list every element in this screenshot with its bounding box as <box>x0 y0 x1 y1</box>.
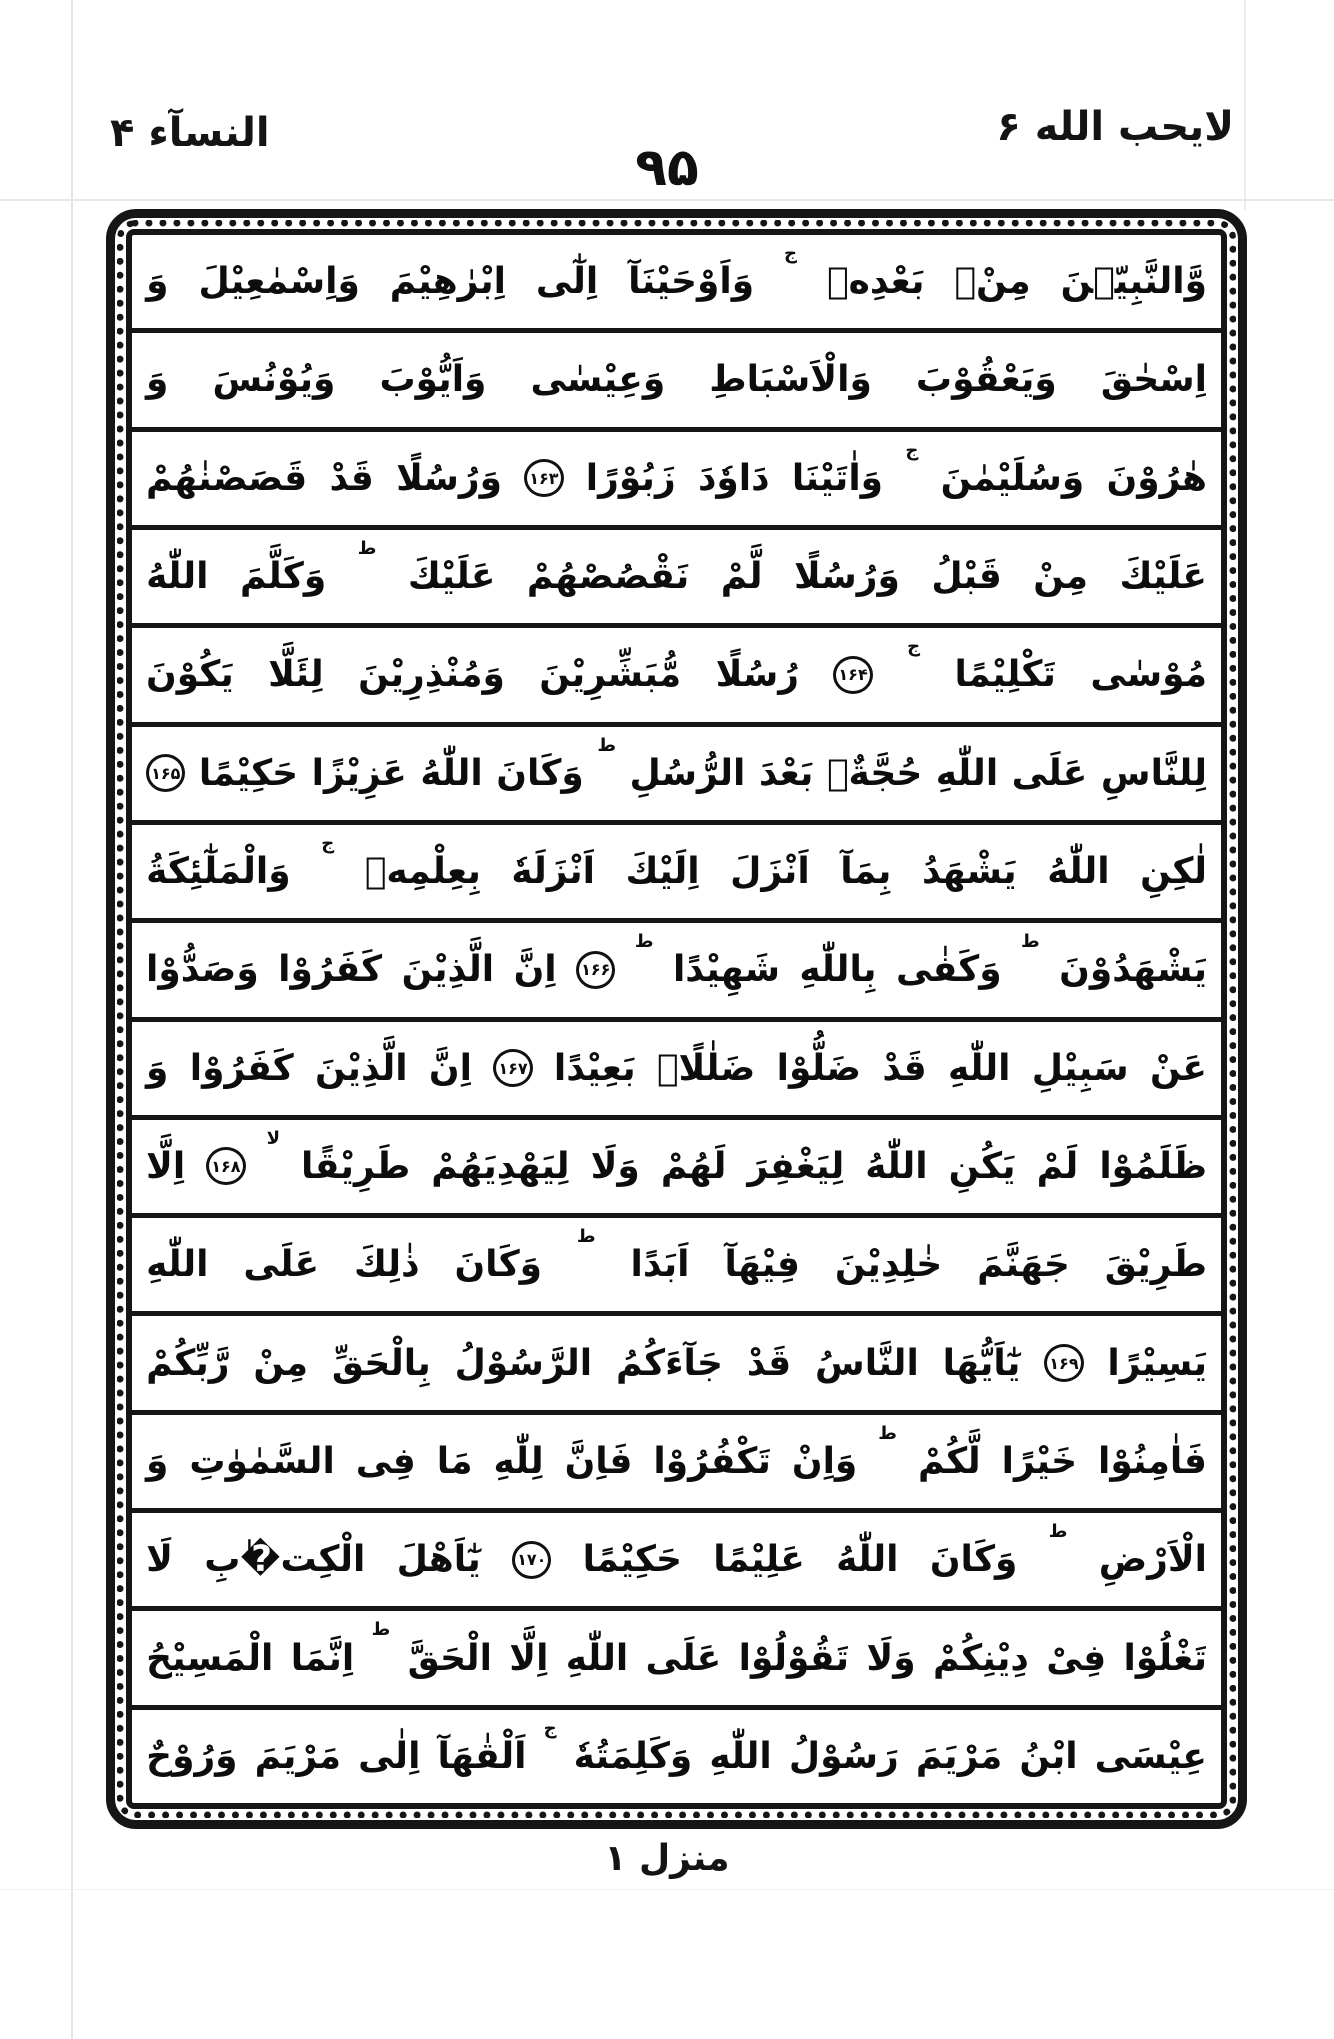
quran-word: قَدْ <box>882 1047 927 1089</box>
quran-word: قَدْ <box>746 1342 792 1384</box>
quran-word: وَرُوْحٌ <box>146 1735 238 1777</box>
quran-word: اَنْزَلَ <box>730 851 810 893</box>
quran-word: عَلَيْكَ <box>407 556 496 598</box>
quran-word: وَكَلِمَتُهٗ <box>573 1735 693 1777</box>
quran-word: زَبُوْرًا <box>585 457 676 499</box>
quran-word: ضَلٰلًاۢ <box>656 1047 756 1089</box>
quran-word: لَّكُمْ <box>917 1440 981 1482</box>
quran-word: الرُّسُلِ <box>629 752 746 794</box>
quran-word: اَبَدًا <box>630 1244 690 1286</box>
quran-word: وَمُنْذِرِيْنَ <box>358 654 505 696</box>
waqf-mark: ط <box>1048 1521 1068 1543</box>
quran-word: وَيَعْقُوْبَ <box>915 359 1057 401</box>
quran-word: جَهَنَّمَ <box>977 1244 1070 1286</box>
quran-word: مَرْيَمَ <box>254 1735 342 1777</box>
quran-word: الْكِت�ٰبِ <box>204 1539 366 1581</box>
waqf-mark: ط <box>634 931 654 953</box>
quran-word: اللّٰهِ <box>146 1244 209 1286</box>
quran-word: دِيْنِكُمْ <box>932 1637 1029 1679</box>
quran-word: وَصَدُّوْا <box>146 949 259 991</box>
ayah-number-badge: ۱۶۵ <box>146 754 185 792</box>
scan-edge-line-top <box>0 199 1334 201</box>
quran-word: نَقْصُصْهُمْ <box>526 556 690 598</box>
quran-line <box>132 1611 1221 1709</box>
quran-word: وَكَانَ <box>496 752 584 794</box>
quran-word: وَيُوْنُسَ <box>212 359 336 401</box>
waqf-mark: ج <box>543 1717 557 1739</box>
quran-word: اِلَّا <box>146 1145 186 1187</box>
quran-word: مِنْ <box>1033 556 1088 598</box>
quran-line <box>132 1022 1221 1120</box>
quran-word: اللّٰهِ <box>565 1637 629 1679</box>
quran-word: مَا <box>436 1440 473 1482</box>
quran-line <box>132 825 1221 923</box>
quran-text-block <box>126 229 1227 1809</box>
quran-word: اِبْرٰهِيْمَ <box>389 261 506 303</box>
quran-word: قَصَصْنٰهُمْ <box>146 457 308 499</box>
quran-word: تَكْفُرُوْا <box>653 1440 771 1482</box>
border-bead-ornament <box>117 220 1236 1818</box>
quran-word: بَعْدَ <box>758 752 814 794</box>
scan-edge-line-left <box>71 0 73 2039</box>
page-border-frame <box>106 209 1247 1829</box>
quran-word: اِسْحٰقَ <box>1100 359 1207 401</box>
quran-line <box>132 333 1221 431</box>
quran-word: مُوْسٰى <box>1090 654 1207 696</box>
quran-word: اللّٰهُ <box>420 752 483 794</box>
ayah-number-badge: ۱۶۹ <box>1044 1344 1083 1382</box>
ayah-number-badge: ۱۶۷ <box>493 1049 532 1087</box>
quran-word: يَسِيْرًا <box>1107 1342 1207 1384</box>
waqf-mark: ط <box>576 1226 596 1248</box>
quran-line <box>132 1710 1221 1803</box>
quran-word: بَعْدِهٖ <box>826 261 925 303</box>
quran-word: الْحَقَّ <box>407 1637 492 1679</box>
quran-word: اَنْزَلَهٗ <box>511 851 595 893</box>
quran-word: اللّٰهُ <box>836 1539 899 1581</box>
quran-word: وَكَلَّمَ <box>239 556 327 598</box>
quran-word: سَبِيْلِ <box>1031 1047 1129 1089</box>
quran-word: اِلٰٓى <box>535 261 599 303</box>
quran-word: الَّذِيْنَ <box>315 1047 408 1089</box>
quran-word: حُجَّةٌۢ <box>826 752 923 794</box>
quran-word: عَلَيْكَ <box>1119 556 1207 598</box>
quran-word: النَّاسُ <box>815 1342 919 1384</box>
quran-word: لِيَغْفِرَ <box>747 1145 845 1187</box>
quran-word: هٰرُوْنَ <box>1106 457 1207 499</box>
quran-word: اِنَّ <box>513 949 557 991</box>
quran-word: عَزِيْزًا <box>311 752 407 794</box>
quran-word: لَّمْ <box>720 556 763 598</box>
waqf-mark: ط <box>1021 931 1040 953</box>
quran-line <box>132 530 1221 628</box>
quran-word: وَّالنَّبِيّٖنَ <box>1060 261 1207 303</box>
quran-word: وَ <box>146 359 169 401</box>
quran-word: فِىْ <box>1046 1637 1107 1679</box>
quran-line <box>132 1513 1221 1611</box>
quran-word: اِلَيْكَ <box>625 851 700 893</box>
waqf-mark: ج <box>905 439 919 461</box>
juz-name-label: لايحب الله ۶ <box>996 104 1234 150</box>
quran-line <box>132 1316 1221 1414</box>
quran-line <box>132 1415 1221 1513</box>
quran-word: اِلَّا <box>509 1637 549 1679</box>
waqf-mark: ج <box>907 636 921 658</box>
quran-word: وَلَا <box>866 1637 916 1679</box>
quran-word: وَكَانَ <box>929 1539 1018 1581</box>
quran-word: اللّٰهُ <box>865 1145 928 1187</box>
quran-word: وَعِيْسٰى <box>530 359 666 401</box>
quran-word: وَاِنْ <box>791 1440 858 1482</box>
quran-word: وَرُسُلًا <box>794 556 900 598</box>
quran-word: تَكْلِيْمًا <box>954 654 1056 696</box>
quran-word: لِلّٰهِ <box>493 1440 544 1482</box>
quran-line <box>132 1120 1221 1218</box>
quran-word: لَهُمْ <box>660 1145 727 1187</box>
quran-line <box>132 432 1221 530</box>
quran-word: بِالْحَقِّ <box>331 1342 431 1384</box>
quran-word: اللّٰهِ <box>935 752 999 794</box>
quran-word: عَلَى <box>243 1244 320 1286</box>
quran-word: اِلٰى <box>358 1735 421 1777</box>
manzil-label: منزل ۱ <box>604 1838 730 1879</box>
quran-word: فِى <box>355 1440 416 1482</box>
quran-word: يَكُنِ <box>948 1145 1016 1187</box>
quran-word: اَلْقٰهَآ <box>437 1735 527 1777</box>
quran-word: اِنَّ <box>428 1047 472 1089</box>
quran-word: وَالْاَسْبَاطِ <box>709 359 872 401</box>
quran-word: رَّبِّكُمْ <box>146 1342 230 1384</box>
quran-word: تَغْلُوْا <box>1123 1637 1207 1679</box>
quran-word: وَلَا <box>590 1145 640 1187</box>
waqf-mark: ط <box>371 1619 391 1641</box>
scan-edge-line-right <box>1244 0 1246 210</box>
quran-word: وَاِسْمٰعِيْلَ <box>198 261 360 303</box>
quran-word: لَا <box>146 1539 173 1581</box>
quran-word: بِاللّٰهِ <box>799 949 877 991</box>
quran-word: قَبْلُ <box>931 556 1002 598</box>
quran-word: اللّٰهِ <box>709 1735 772 1777</box>
quran-word: عَلَى <box>645 1637 722 1679</box>
ayah-number-badge: ۱۶۸ <box>206 1147 245 1185</box>
quran-word: وَكَفٰى <box>895 949 1002 991</box>
quran-word: جَآءَكُمُ <box>615 1342 723 1384</box>
quran-line <box>132 1218 1221 1316</box>
quran-word: حَكِيْمًا <box>198 752 299 794</box>
quran-word: عَنْ <box>1150 1047 1207 1089</box>
quran-word: يَكُوْنَ <box>146 654 234 696</box>
quran-word: رُسُلًا <box>715 654 800 696</box>
quran-word: وَ <box>146 1047 169 1089</box>
quran-word: عَلِيْمًا <box>713 1539 805 1581</box>
quran-word: ابْنُ <box>1019 1735 1078 1777</box>
quran-word: يٰٓاَيُّهَا <box>942 1342 1021 1384</box>
quran-word: مُّبَشِّرِيْنَ <box>539 654 682 696</box>
quran-word: وَسُلَيْمٰنَ <box>940 457 1085 499</box>
waqf-mark: ط <box>878 1422 897 1444</box>
quran-word: الْمَسِيْحُ <box>146 1637 274 1679</box>
quran-word: كَفَرُوْا <box>278 949 383 991</box>
ayah-number-badge: ۱۶۴ <box>833 656 872 694</box>
quran-word: اِنَّمَا <box>290 1637 355 1679</box>
quran-word: بِمَآ <box>840 851 892 893</box>
quran-word: قَدْ <box>329 457 374 499</box>
quran-word: شَهِيْدًا <box>672 949 780 991</box>
quran-line <box>132 923 1221 1021</box>
quran-word: وَالْمَلٰٓئِكَةُ <box>146 851 291 893</box>
quran-line <box>132 727 1221 825</box>
page-number: ۹۵ <box>635 138 699 198</box>
quran-word: وَكَانَ <box>454 1244 543 1286</box>
quran-word: مِنْۢ <box>954 261 1031 303</box>
quran-word: لِلنَّاسِ <box>1100 752 1207 794</box>
waqf-mark: ط <box>597 734 617 756</box>
quran-word: فَاِنَّ <box>564 1440 633 1482</box>
quran-word: مِنْ <box>253 1342 309 1384</box>
quran-word: مَرْيَمَ <box>915 1735 1003 1777</box>
quran-word: ظَلَمُوْا <box>1099 1145 1207 1187</box>
quran-word: عِيْسَى <box>1094 1735 1207 1777</box>
quran-word: وَاَيُّوْبَ <box>379 359 487 401</box>
quran-word: خَيْرًا <box>1001 1440 1078 1482</box>
quran-word: طَرِيْقًا <box>301 1145 411 1187</box>
waqf-mark: ط <box>357 537 377 559</box>
quran-word: حَكِيْمًا <box>582 1539 682 1581</box>
ayah-number-badge: ۱۶۶ <box>576 951 615 989</box>
quran-word: بَعِيْدًا <box>553 1047 636 1089</box>
quran-word: طَرِيْقَ <box>1104 1244 1207 1286</box>
quran-word: الرَّسُوْلُ <box>454 1342 593 1384</box>
quran-word: وَرُسُلًا <box>396 457 502 499</box>
quran-word: يَشْهَدُ <box>921 851 1017 893</box>
quran-word: رَسُوْلُ <box>788 1735 899 1777</box>
quran-word: يَشْهَدُوْنَ <box>1059 949 1207 991</box>
quran-word: خٰلِدِيْنَ <box>834 1244 943 1286</box>
quran-word: اللّٰهِ <box>948 1047 1011 1089</box>
quran-word: وَ <box>146 261 169 303</box>
waqf-mark: لا <box>266 1127 280 1149</box>
quran-line <box>132 235 1221 333</box>
waqf-mark: ج <box>784 243 798 264</box>
quran-word: لَمْ <box>1036 1145 1079 1187</box>
quran-word: عَلَى <box>1011 752 1088 794</box>
quran-word: وَ <box>146 1440 169 1482</box>
quran-word: فَاٰمِنُوْا <box>1098 1440 1207 1482</box>
quran-word: لِئَلَّا <box>268 654 324 696</box>
quran-word: بِعِلْمِهٖ <box>364 851 481 893</box>
quran-word: لٰكِنِ <box>1140 851 1207 893</box>
quran-word: لِيَهْدِيَهُمْ <box>431 1145 570 1187</box>
quran-line <box>132 628 1221 726</box>
scan-edge-line-bottom <box>0 1889 1334 1890</box>
quran-word: الَّذِيْنَ <box>401 949 495 991</box>
quran-word: ذٰلِكَ <box>354 1244 420 1286</box>
quran-word: تَقُوْلُوْا <box>738 1637 850 1679</box>
quran-word: ضَلُّوْا <box>776 1047 862 1089</box>
surah-name-label: النسآء ۴ <box>110 110 270 156</box>
quran-word: يٰٓاَهْلَ <box>396 1539 481 1581</box>
quran-word: الْاَرْضِ <box>1098 1539 1207 1581</box>
ayah-number-badge: ۱۶۳ <box>524 459 563 497</box>
quran-word: دَاوٗدَ <box>697 457 770 499</box>
quran-word: وَاَوْحَيْنَآ <box>628 261 755 303</box>
ayah-number-badge: ۱۷۰ <box>512 1541 551 1579</box>
quran-word: اللّٰهُ <box>1047 851 1110 893</box>
quran-word: اللّٰهُ <box>146 556 209 598</box>
quran-word: كَفَرُوْا <box>189 1047 294 1089</box>
waqf-mark: ج <box>321 832 335 854</box>
quran-word: السَّمٰوٰتِ <box>189 1440 335 1482</box>
quran-word: فِيْهَآ <box>724 1244 800 1286</box>
quran-word: وَاٰتَيْنَا <box>791 457 884 499</box>
